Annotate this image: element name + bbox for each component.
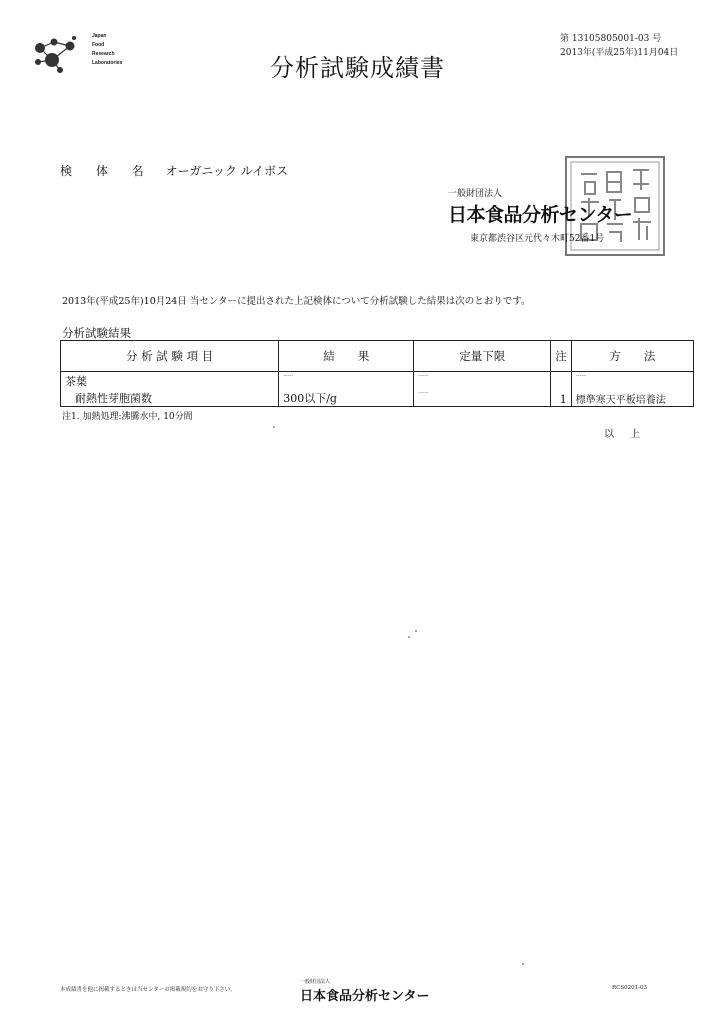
subject-line: [60, 162, 288, 179]
footer-note: 本成績書を他に掲載するときは当センターの掲載規約をお守り下さい。: [60, 987, 236, 993]
footnote: 注1. 加熱処理:沸騰水中, 10分間: [62, 412, 193, 422]
header-item: 分 析 試 験 項 目: [61, 341, 279, 372]
report-number: 第 13105805001-03 号: [560, 34, 662, 44]
scan-speck: [415, 630, 417, 632]
issue-date: 2013年(平成25年)11月04日: [560, 48, 679, 58]
scan-speck: [273, 426, 275, 428]
issuer-address: 東京都渋谷区元代々木町52番1号: [470, 234, 605, 244]
issuer-name: 日本食品分析センター: [448, 205, 633, 226]
footer-org-legal-form: 一般財団法人: [300, 979, 331, 985]
intro-text: 2013年(平成25年)10月24日 当センターに提出された上記検体について分析試験した結果は次のとおりです。: [62, 296, 531, 307]
subject-value: オーガニック ルイボス: [165, 164, 289, 178]
item-method: 標準寒天平板培養法: [571, 389, 693, 407]
issuer-legal-form: 一般財団法人: [448, 188, 503, 198]
logo-line: Food: [92, 42, 105, 48]
closing-mark: 以上: [604, 429, 656, 440]
header-method: 方 法: [571, 341, 693, 372]
placeholder-dash: -----: [279, 372, 414, 390]
header-limit: 定量下限: [414, 341, 551, 372]
item-note: 1: [551, 389, 572, 407]
results-section-title: 分析試験結果: [62, 326, 131, 340]
footer-org-name: 日本食品分析センター: [300, 988, 430, 1003]
results-header-row: [61, 341, 694, 372]
document-title: 分析試験成績書: [270, 54, 445, 82]
form-code: RCS0201-03: [612, 985, 647, 991]
scan-speck: [522, 963, 524, 965]
logo-line: Japan: [92, 33, 107, 39]
report-meta: [560, 32, 678, 60]
placeholder-dash: -----: [571, 372, 693, 390]
item-name: 耐熱性芽胞菌数: [61, 389, 279, 407]
issuer-block: [448, 186, 632, 244]
item-result: 300以下/g: [279, 389, 414, 407]
subject-label: 検 体 名: [60, 164, 154, 178]
placeholder-dash: -----: [414, 372, 551, 390]
logo-text: [92, 32, 122, 68]
header-note: 注: [551, 341, 572, 372]
header-result: 結 果: [279, 341, 414, 372]
category-name: 茶葉: [61, 372, 279, 390]
results-table: [60, 340, 694, 407]
logo-line: Research: [92, 51, 115, 57]
logo-line: Laboratories: [92, 60, 123, 66]
category-row: [61, 372, 694, 390]
footer-org: [300, 978, 429, 1004]
table-row: [61, 389, 694, 407]
scan-speck: [408, 636, 410, 638]
placeholder-dash: -----: [414, 389, 551, 407]
empty-cell: [551, 372, 572, 390]
jfrl-logo-icon: [30, 30, 90, 80]
